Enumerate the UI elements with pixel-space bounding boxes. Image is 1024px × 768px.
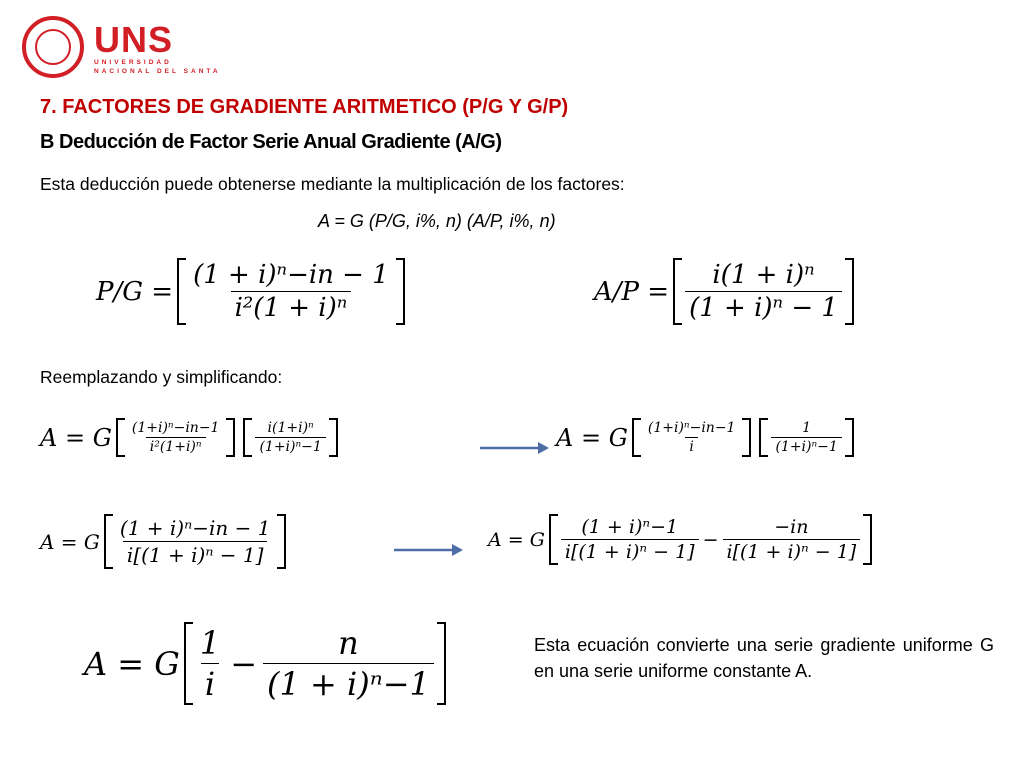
final-num1: 1 bbox=[199, 624, 221, 662]
factor-formula: A = G (P/G, i%, n) (A/P, i%, n) bbox=[318, 211, 556, 231]
slide-subtitle: B Deducción de Factor Serie Anual Gradiente (A/G) bbox=[40, 131, 502, 153]
eq1-num2: i(1+i)ⁿ bbox=[267, 420, 314, 436]
brand-sub-1: UNIVERSIDAD bbox=[94, 59, 172, 66]
eq2-num2: 1 bbox=[802, 420, 812, 436]
ap-denominator: (1 + i)ⁿ − 1 bbox=[685, 291, 842, 323]
pg-equation bbox=[96, 258, 409, 325]
final-lhs: A = G bbox=[84, 644, 180, 683]
eq4-den2: i[(1 + i)ⁿ − 1] bbox=[723, 539, 861, 563]
eq3-numerator: (1 + i)ⁿ−in − 1 bbox=[119, 516, 271, 540]
slide-title: 7. FACTORES DE GRADIENTE ARITMETICO (P/G Y G/P) bbox=[40, 96, 569, 118]
eq4-num2: −in bbox=[774, 516, 809, 538]
substitution-equation bbox=[40, 418, 342, 457]
combined-equation bbox=[40, 514, 290, 569]
simplified-equation-1 bbox=[556, 418, 858, 457]
brand-sub-2: NACIONAL DEL SANTA bbox=[94, 68, 221, 75]
final-den1: i bbox=[201, 663, 219, 703]
eq2-den2: (1+i)ⁿ−1 bbox=[771, 437, 841, 455]
final-num2: n bbox=[338, 624, 359, 662]
brand-name: UNS bbox=[94, 19, 174, 60]
eq3-denominator: i[(1 + i)ⁿ − 1] bbox=[123, 541, 268, 567]
arrow-right-icon bbox=[392, 542, 464, 558]
eq1-num1: (1+i)ⁿ−in−1 bbox=[131, 420, 220, 436]
eq4-den1: i[(1 + i)ⁿ − 1] bbox=[561, 539, 699, 563]
conclusion-text: Esta ecuación convierte una serie gradiente uniforme G en una serie uniforme constante A. bbox=[534, 635, 994, 681]
eq4-minus: − bbox=[702, 528, 719, 551]
intro-text: Esta deducción puede obtenerse mediante la multiplicación de los factores: bbox=[40, 174, 625, 194]
pg-numerator: (1 + i)ⁿ−in − 1 bbox=[193, 260, 389, 290]
university-logo bbox=[94, 19, 221, 76]
ap-equation bbox=[594, 258, 858, 325]
eq3-lhs: A = G bbox=[40, 529, 100, 554]
final-equation bbox=[84, 622, 450, 705]
eq4-num1: (1 + i)ⁿ−1 bbox=[581, 516, 679, 538]
final-den2: (1 + i)ⁿ−1 bbox=[263, 663, 434, 703]
eq1-den1: i²(1+i)ⁿ bbox=[146, 437, 206, 455]
university-seal-icon bbox=[22, 16, 84, 78]
eq2-lhs: A = G bbox=[556, 423, 628, 452]
eq1-lhs: A = G bbox=[40, 423, 112, 452]
final-minus: − bbox=[230, 644, 257, 683]
eq2-num1: (1+i)ⁿ−in−1 bbox=[647, 420, 736, 436]
ap-numerator: i(1 + i)ⁿ bbox=[712, 260, 815, 290]
arrow-right-icon bbox=[478, 440, 550, 456]
pg-denominator: i²(1 + i)ⁿ bbox=[231, 291, 352, 323]
eq2-den1: i bbox=[685, 437, 697, 455]
eq4-lhs: A = G bbox=[488, 528, 545, 551]
replace-text: Reemplazando y simplificando: bbox=[40, 367, 283, 387]
eq1-den2: (1+i)ⁿ−1 bbox=[255, 437, 325, 455]
ap-lhs: A/P = bbox=[594, 276, 670, 307]
pg-lhs: P/G = bbox=[96, 276, 174, 307]
split-equation bbox=[488, 514, 876, 565]
